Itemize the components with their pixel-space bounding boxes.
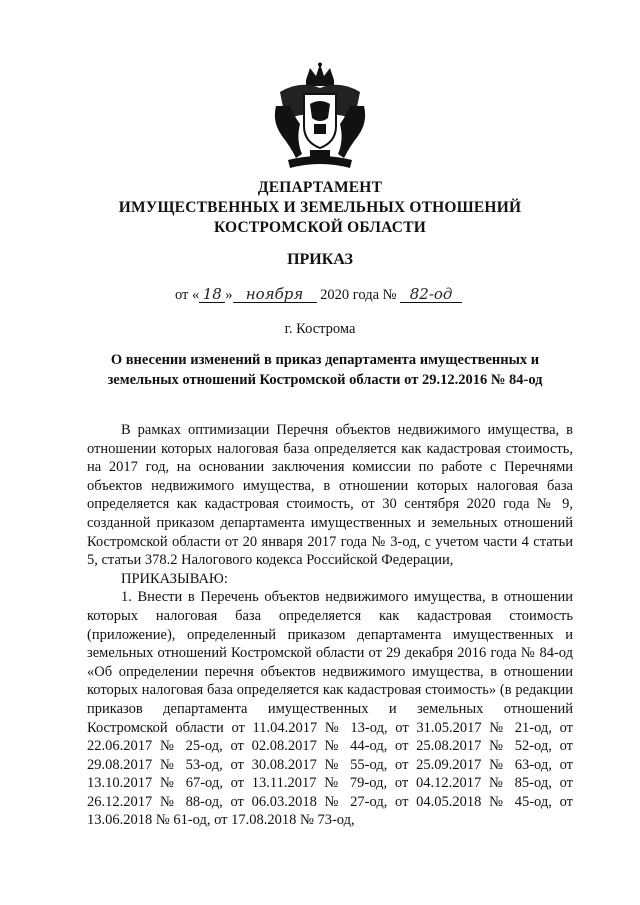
- document-type: ПРИКАЗ: [287, 251, 353, 268]
- city: г. Кострома: [284, 321, 356, 337]
- date-number-line: [175, 286, 462, 304]
- coat-of-arms-icon: [270, 62, 370, 174]
- date-month: ноября: [233, 286, 317, 303]
- order-body: [87, 421, 573, 830]
- department-title-line2: ИМУЩЕСТВЕННЫХ И ЗЕМЕЛЬНЫХ ОТНОШЕНИЙ: [118, 199, 522, 216]
- order-subject: О внесении изменений в приказ департамента имущественных и земельных отношений Костромской области от 29.12.2016 № 84-од: [107, 352, 543, 388]
- order-word: ПРИКАЗЫВАЮ:: [121, 570, 228, 587]
- date-year: 2020 года №: [320, 287, 397, 303]
- date-prefix: от «: [175, 287, 200, 303]
- department-title-line3: КОСТРОМСКОЙ ОБЛАСТИ: [213, 219, 426, 236]
- document-number: 82-од: [400, 286, 462, 303]
- preamble-paragraph: В рамках оптимизации Перечня объектов недвижимого имущества, в отношении которых налоговая база определяется как кадастровая стоимость, на 2017 год, на основании заключения комиссии по работе с Перечнями объектов недвижимого имущества, в отношении которых налоговая база определяется как кадастровая стоимость, от 30 сентября 2020 года № 9, созданной приказом департамента имущественных и земельных отношений Костромской области от 20 января 2017 года № 3-од, с учетом части 4 статьи 5, статьи 378.2 Налогового кодекса Российской Федерации,: [87, 422, 573, 569]
- date-day: 18: [199, 286, 225, 303]
- item-1-paragraph: 1. Внести в Перечень объектов недвижимого имущества, в отношении которых налоговая база определяется как кадастровая стоимость (приложение), определенный приказом департамента имущественных и земельных отношений Костромской области от 29 декабря 2016 года № 84-од «Об определении перечня объектов недвижимого имущества, в отношении которых налоговая база определяется как кадастровая стоимость» (в редакции приказов департамента имущественных и земельных отношений Костромской области от 11.04.2017 № 13-од, от 31.05.2017 № 21-од, от 22.06.2017 № 25-од, от 02.08.2017 № 44-од, от 25.08.2017 № 52-од, от 29.08.2017 № 53-од, от 30.08.2017 № 55-од, от 25.09.2017 № 63-од, от 13.10.2017 № 67-од, от 13.11.2017 № 79-од, от 04.12.2017 № 85-од, от 26.12.2017 № 88-од, от 06.03.2018 № 27-од, от 04.05.2018 № 45-од, от 13.06.2018 № 61-од, от 17.08.2018 № 73-од,: [87, 589, 573, 829]
- date-mid: »: [225, 287, 233, 303]
- department-title-line1: ДЕПАРТАМЕНТ: [257, 179, 383, 196]
